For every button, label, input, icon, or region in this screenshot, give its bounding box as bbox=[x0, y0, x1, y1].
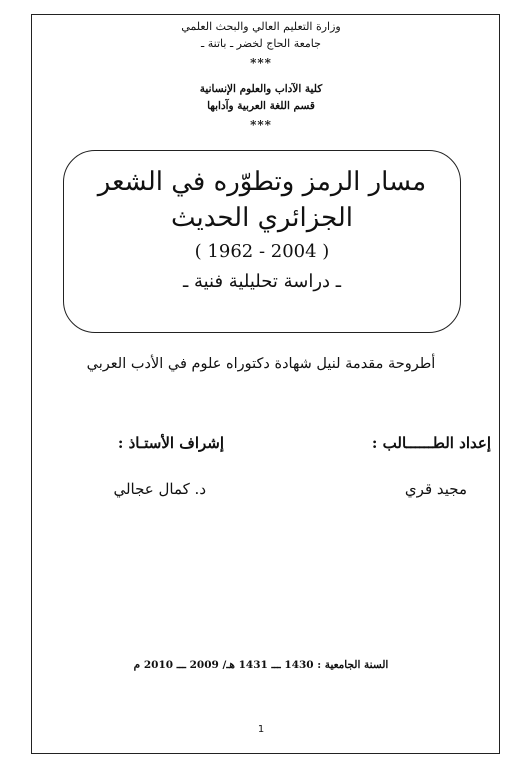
separator-stars-top: *** bbox=[250, 56, 272, 70]
student-label: إعداد الطــــــالب : bbox=[371, 434, 491, 452]
separator-stars-bottom: *** bbox=[250, 118, 272, 132]
student-name: مجيد قري bbox=[404, 480, 467, 498]
university-name: جامعة الحاج لخضر ـ باتنة ـ bbox=[201, 37, 321, 50]
page-number: 1 bbox=[257, 724, 265, 735]
title-box bbox=[63, 150, 461, 333]
thesis-title-line2: الجزائري الحديث bbox=[170, 203, 354, 233]
supervisor-label: إشراف الأستـاذ : bbox=[117, 434, 224, 452]
faculty-name: كلية الآداب والعلوم الإنسانية bbox=[199, 83, 323, 95]
supervisor-name: د. كمال عجالي bbox=[113, 480, 206, 498]
thesis-statement: أطروحة مقدمة لنيل شهادة دكتوراه علوم في الأدب العربي bbox=[86, 356, 436, 372]
department-name: قسم اللغة العربية وآدابها bbox=[207, 100, 315, 112]
academic-year: السنة الجامعية : 1430 ـــ 1431 هـ/ 2009 ـــ 2010 م bbox=[133, 659, 389, 671]
ministry-name: وزارة التعليم العالي والبحث العلمي bbox=[181, 20, 341, 33]
thesis-study-type: ـ دراسة تحليلية فنية ـ bbox=[182, 271, 342, 292]
thesis-title-line1: مسار الرمز وتطوّره في الشعر bbox=[97, 167, 427, 197]
thesis-period: ( 1962 - 2004 ) bbox=[194, 241, 330, 262]
